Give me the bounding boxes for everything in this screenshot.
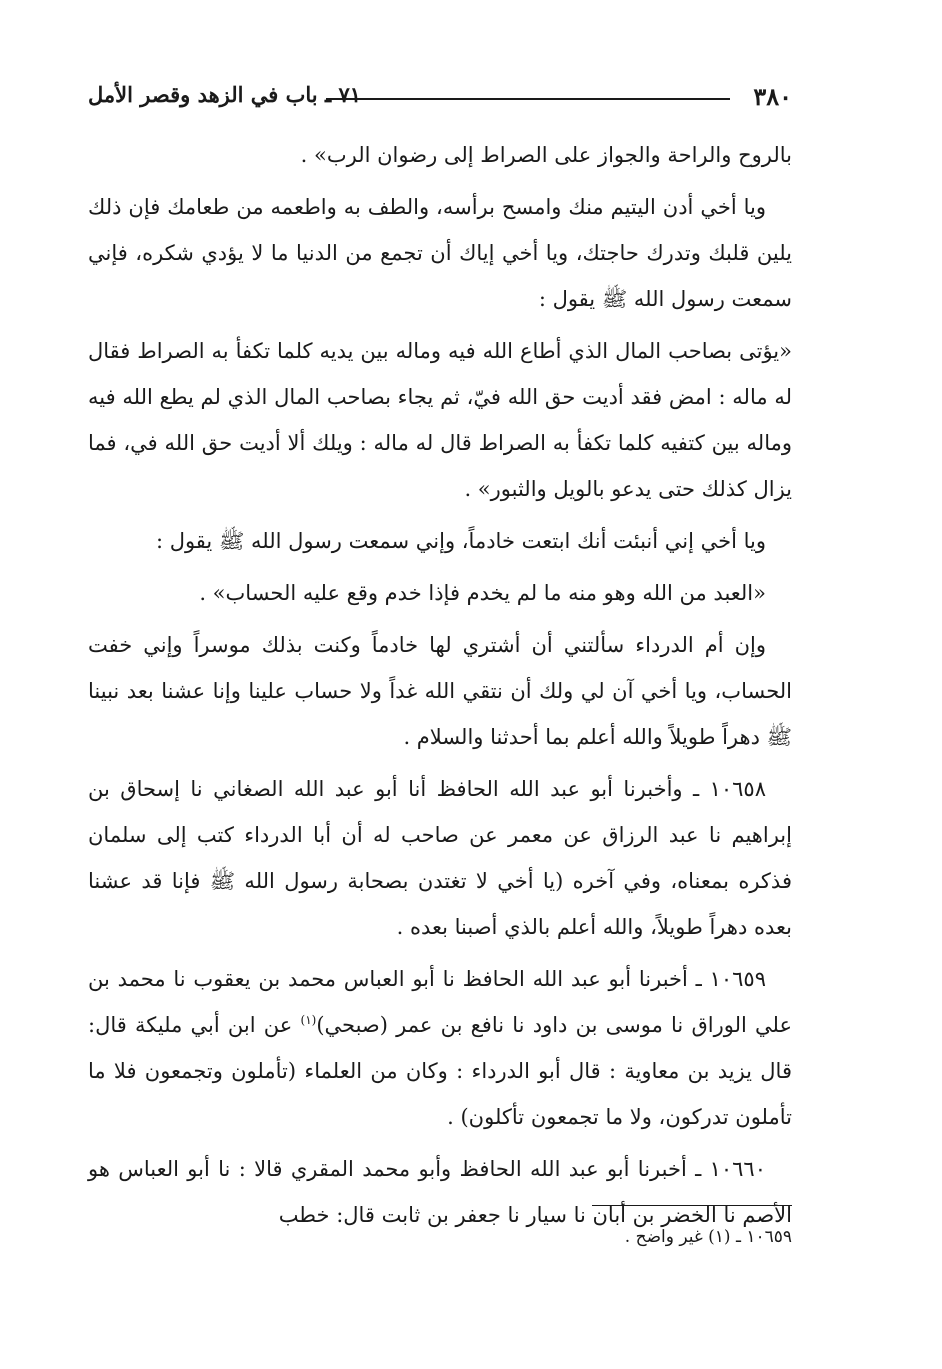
footnote: ١٠٦٥٩ ـ (١) غير واضح .	[624, 1227, 792, 1247]
narration-10659	[88, 956, 792, 1140]
header-rule	[326, 98, 730, 100]
footnote-rule	[592, 1205, 792, 1206]
page-number: ٣٨٠	[753, 82, 792, 111]
running-header	[88, 78, 792, 118]
hadith-quote: «العبد من الله وهو منه ما لم يخدم فإذا خدم وقع عليه الحساب» .	[199, 581, 766, 605]
hadith-quote: «يؤتى بصاحب المال الذي أطاع الله فيه وماله بين يديه كلما تكفأ به الصراط فقال له ماله : امض فقد أديت حق الله فيّ، ثم يجاء بصاحب المال الذي لم يطع الله فيه وماله بين كتفيه كلما تكفأ به الصراط قال له ماله : ويلك ألا أديت حق الله في، فما يزال كذلك حتى يدعو بالويل والثبور» .	[88, 339, 792, 501]
paragraph: ويا أخي إني أنبئت أنك ابتعت خادماً، وإني سمعت رسول الله ﷺ يقول :	[155, 529, 766, 553]
paragraph: بالروح والراحة والجواز على الصراط إلى رضوان الرب» .	[300, 143, 792, 167]
paragraph: ويا أخي أدن اليتيم منك وامسح برأسه، والطف به واطعمه من طعامك فإن ذلك يلين قلبك وتدرك حاجتك، ويا أخي إياك أن تجمع من الدنيا ما لا يؤدي شكره، فإني سمعت رسول الله ﷺ يقول :	[88, 195, 792, 311]
body-text	[88, 132, 792, 1244]
paragraph: وإن أم الدرداء سألتني أن أشتري لها خادماً وكنت بذلك موسراً وإني خفت الحساب، ويا أخي آن لي ولك أن نتقي الله غداً ولا حساب علينا وإنا عشنا بعد نبينا ﷺ دهراً طويلاً والله أعلم بما أحدثنا والسلام .	[88, 633, 792, 749]
narration-text-tail: عن ابن أبي مليكة قال: قال يزيد بن معاوية : قال أبو الدرداء : وكان من العلماء (تأملون وتجمعون فلا ما تأملون تدركون، ولا ما تجمعون تأكلون) .	[88, 1013, 792, 1129]
chapter-title: ٧١ ـ باب في الزهد وقصر الأمل	[88, 82, 361, 107]
footnotes	[88, 1222, 792, 1252]
narration-text: ١٠٦٥٩ ـ أخبرنا أبو عبد الله الحافظ نا أبو العباس محمد بن يعقوب نا محمد بن علي الوراق نا موسى بن داود نا نافع بن عمر (صبحي)	[88, 967, 792, 1037]
narration-10658: ١٠٦٥٨ ـ وأخبرنا أبو عبد الله الحافظ أنا أبو عبد الله الصغاني نا إسحاق بن إبراهيم نا عبد الرزاق عن معمر عن صاحب له أن أبا الدرداء كتب إلى سلمان فذكره بمعناه، وفي آخره (يا أخي لا تغتدن بصحابة رسول الله ﷺ فإنا قد عشنا بعده دهراً طويلاً، والله أعلم بالذي أصبنا بعده .	[88, 777, 792, 939]
footnote-marker[interactable]: (١)	[300, 1013, 317, 1027]
narration-10660: ١٠٦٦٠ ـ أخبرنا أبو عبد الله الحافظ وأبو محمد المقري قالا : نا أبو العباس هو الأصم نا الخضر بن أبان نا سيار نا جعفر بن ثابت قال: خطب	[88, 1157, 792, 1227]
